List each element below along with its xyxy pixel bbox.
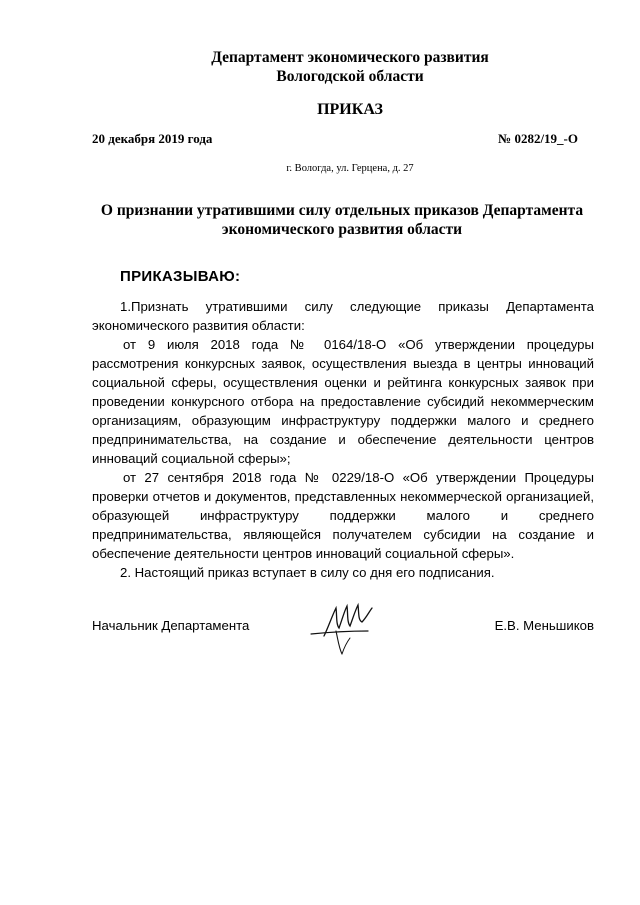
order-item-1-b: от 27 сентября 2018 года № 0229/18-О «Об утверждении Процедуры проверки отчетов и документов, представленных некоммерческой организацией, образующей инфраструктуру поддержки малого и среднего предпринимательства, являющейся получателем субсидии на создание и обеспечение деятельности центров инноваций социальной сферы». bbox=[92, 470, 594, 561]
order-directive: ПРИКАЗЫВАЮ: bbox=[120, 268, 241, 285]
order-item-1: 1.Признать утратившими силу следующие приказы Департамента экономического развития области: bbox=[92, 299, 594, 333]
signatory-role: Начальник Департамента bbox=[92, 618, 250, 633]
order-subject-line2: экономического развития области bbox=[221, 221, 463, 238]
order-subject-line1: О признании утратившими силу отдельных приказов Департамента bbox=[100, 202, 584, 219]
order-date: 20 декабря 2019 года bbox=[92, 131, 213, 146]
handwritten-signature bbox=[306, 598, 386, 658]
department-name-line1: Департамент экономического развития bbox=[211, 49, 489, 66]
order-title: ПРИКАЗ bbox=[317, 101, 383, 118]
signatory-name: Е.В. Меньшиков bbox=[494, 618, 594, 633]
order-number: № 0282/19_-О bbox=[498, 131, 578, 146]
order-address: г. Вологда, ул. Герцена, д. 27 bbox=[286, 163, 414, 174]
department-name-line2: Вологодской области bbox=[276, 68, 424, 85]
order-subject bbox=[92, 201, 592, 239]
order-body bbox=[92, 297, 594, 582]
order-item-1-a: от 9 июля 2018 года № 0164/18-О «Об утверждении процедуры рассмотрения конкурсных заявок, осуществления выезда в центры инноваций социальной сферы, осуществления оценки и рейтинга конкурсных заявок при проведении конкурсного отбора на предоставление субсидий некоммерческим организациям, образующим инфраструктуру поддержки малого и среднего предпринимательства, на создание и обеспечение деятельности центров инноваций социальной сферы»; bbox=[92, 337, 594, 466]
department-header bbox=[0, 48, 640, 86]
order-item-2: 2. Настоящий приказ вступает в силу со дня его подписания. bbox=[120, 565, 495, 580]
